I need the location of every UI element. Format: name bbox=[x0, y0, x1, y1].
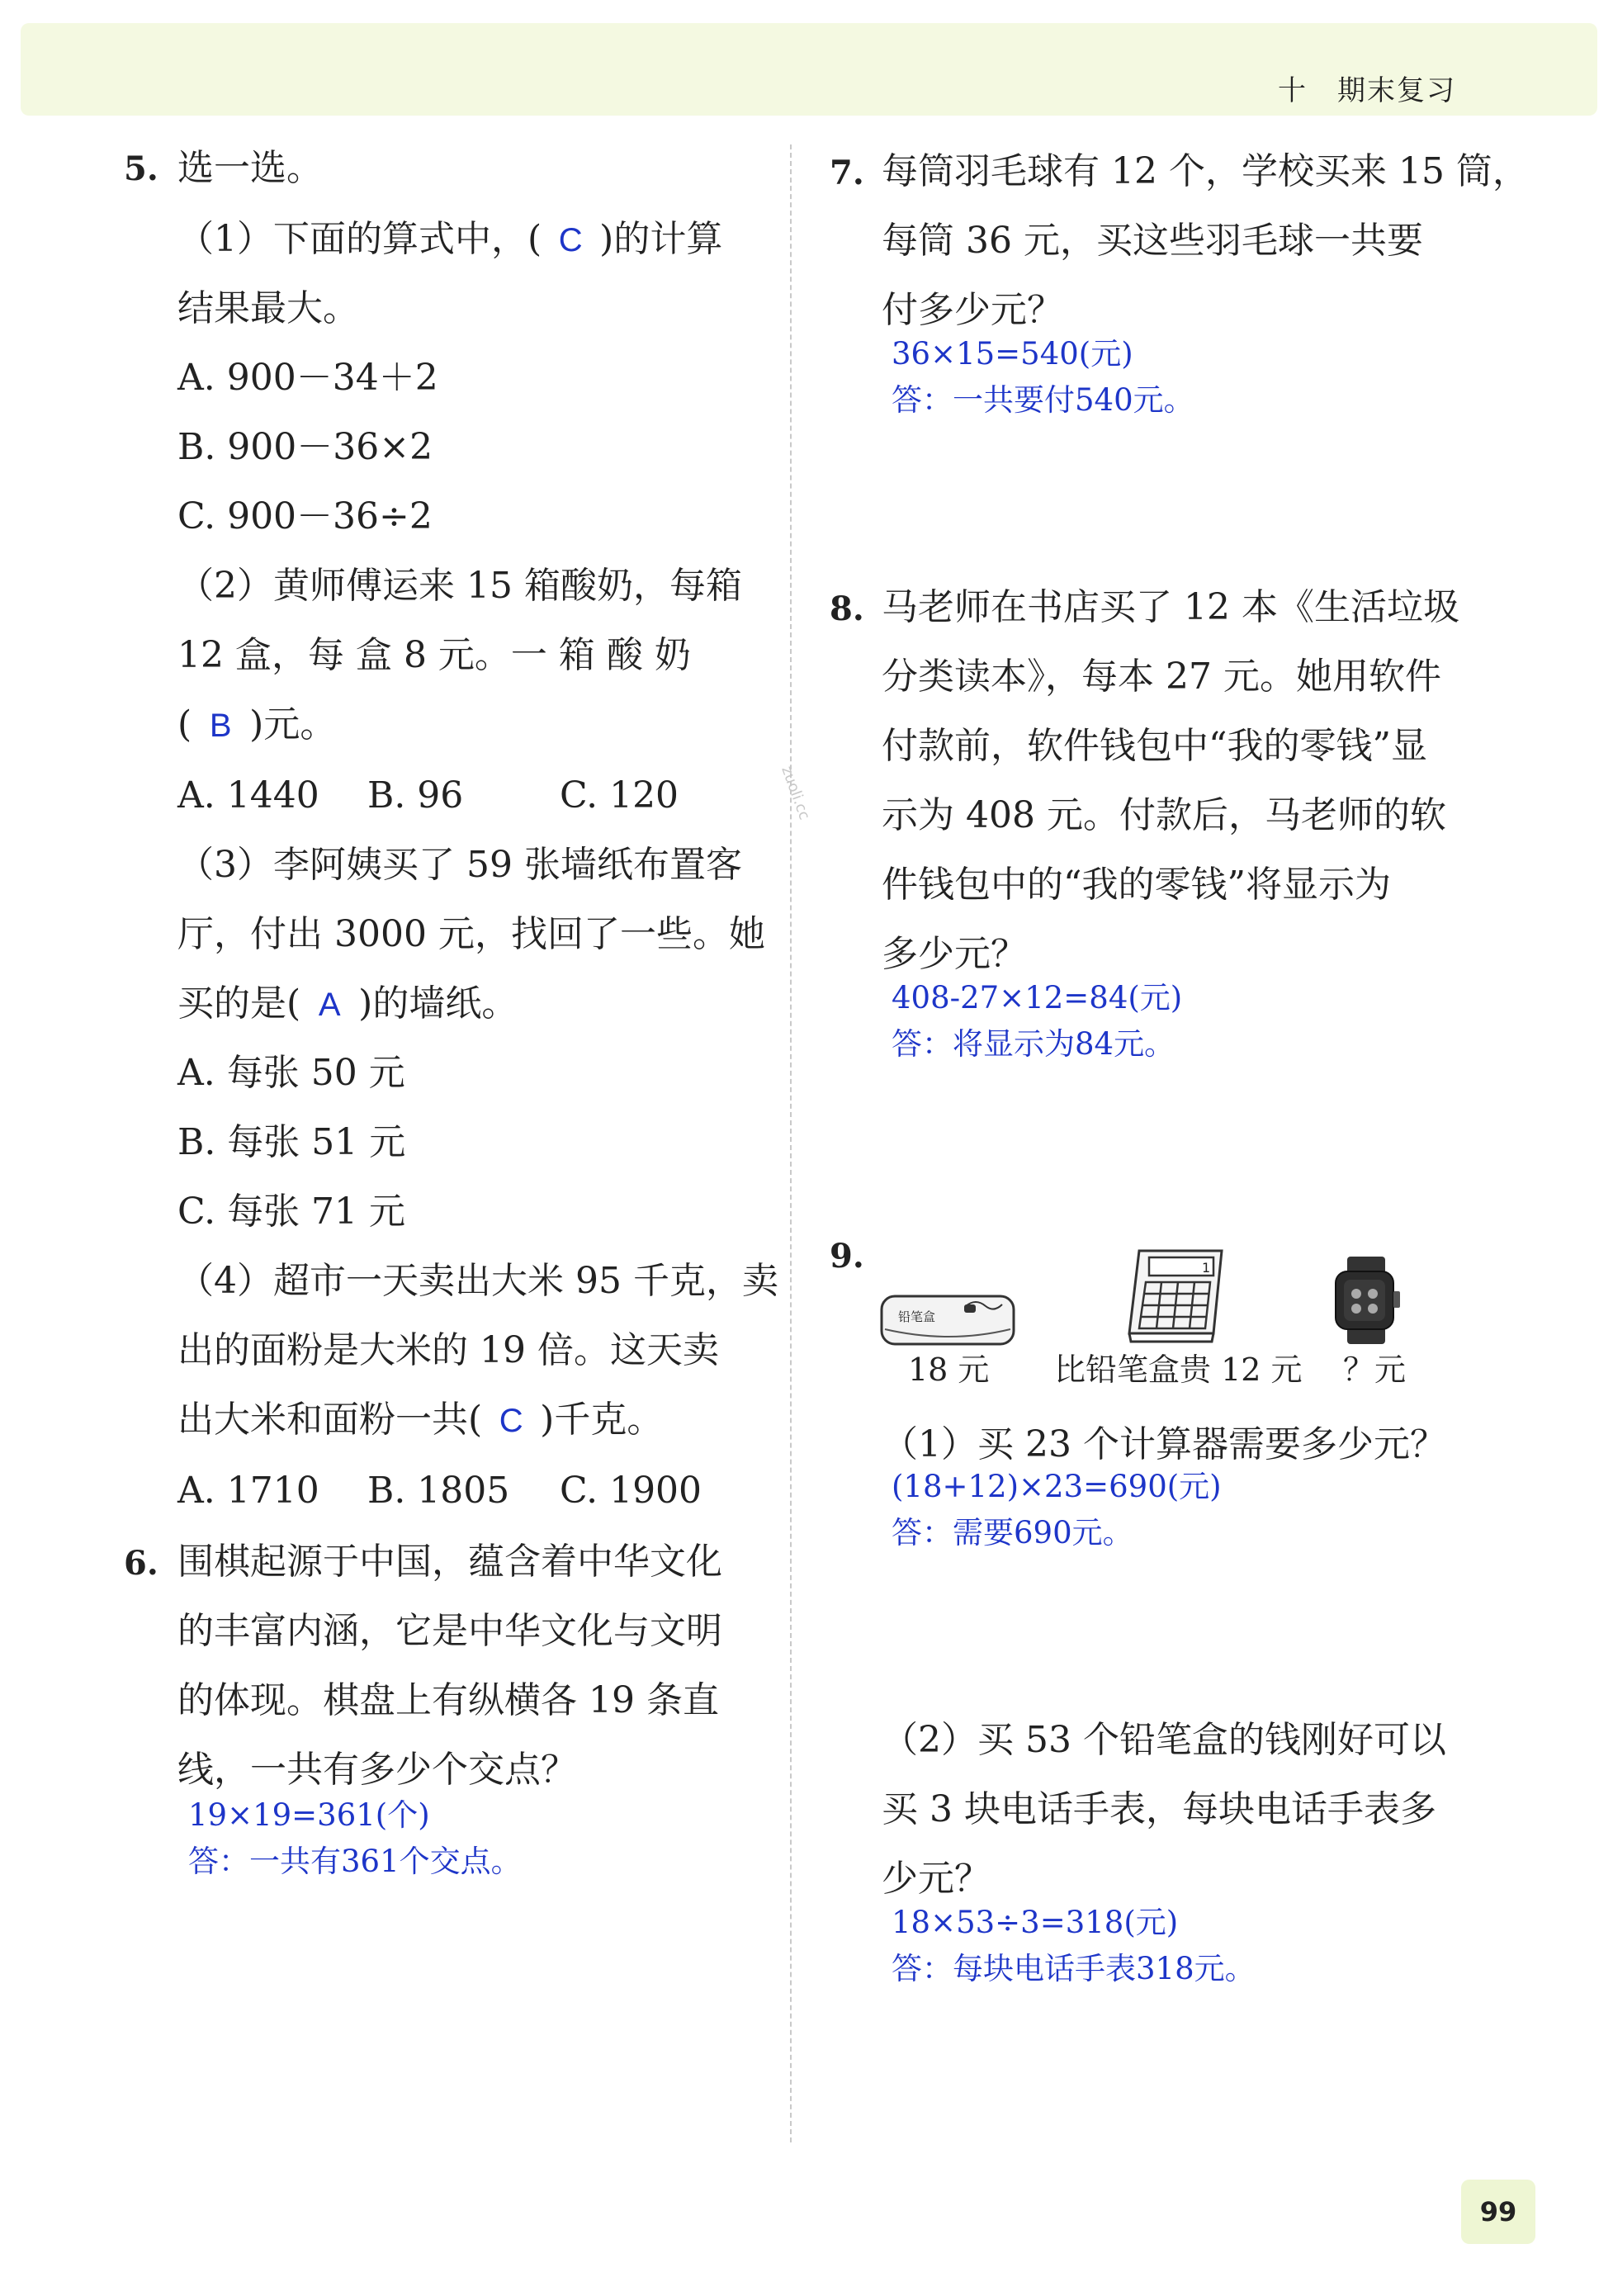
q6-calc: 19×19=361(个) bbox=[188, 1797, 430, 1833]
q7-line2: 每筒 36 元，买这些羽毛球一共要 bbox=[882, 220, 1423, 262]
q9-p2-answer: 答：每块电话手表318元。 bbox=[892, 1951, 1256, 1986]
q5-p2-option-a: A. 1440 bbox=[177, 774, 319, 817]
phone-watch-icon bbox=[1329, 1255, 1403, 1346]
q7-number: 7. bbox=[830, 154, 864, 192]
q7-calc: 36×15=540(元) bbox=[892, 336, 1133, 372]
q5-p4-option-c: C. 1900 bbox=[560, 1470, 702, 1512]
q8-calc: 408-27×12=84(元) bbox=[892, 980, 1183, 1015]
q9-p1-calc: (18+12)×23=690(元) bbox=[892, 1469, 1222, 1504]
q9-p1-answer: 答：需要690元。 bbox=[892, 1515, 1133, 1550]
pencil-case-caption: 18 元 bbox=[908, 1352, 990, 1388]
q5-p2-option-b: B. 96 bbox=[367, 774, 464, 817]
q5-p4-option-a: A. 1710 bbox=[177, 1470, 319, 1512]
phone-watch-caption: ？元 bbox=[1343, 1352, 1407, 1388]
q7-answer: 答：一共要付540元。 bbox=[892, 382, 1194, 418]
q5-p4-answer: C bbox=[499, 1403, 523, 1439]
q6-line4: 线，一共有多少个交点？ bbox=[177, 1749, 577, 1791]
q8-line4: 示为 408 元。付款后，马老师的软 bbox=[882, 794, 1446, 836]
q6-answer: 答：一共有361个交点。 bbox=[188, 1844, 522, 1879]
q5-p1-line2: 结果最大。 bbox=[177, 287, 359, 329]
q5-p1-option-c: C. 900－36÷2 bbox=[177, 495, 433, 537]
q5-p2-line3: ( B )元。 bbox=[177, 703, 337, 746]
q8-line5: 件钱包中的“我的零钱”将显示为 bbox=[882, 864, 1391, 906]
q5-p3-line3: 买的是( A )的墙纸。 bbox=[177, 982, 518, 1025]
svg-text:1: 1 bbox=[1202, 1260, 1211, 1276]
q5-p1-answer: C bbox=[558, 222, 583, 258]
column-divider bbox=[790, 144, 792, 2142]
calculator-caption: 比铅笔盒贵 12 元 bbox=[1054, 1352, 1303, 1388]
q5-p2-option-c: C. 120 bbox=[560, 774, 679, 817]
q9-p2-line1: （2）买 53 个铅笔盒的钱刚好可以 bbox=[882, 1719, 1446, 1761]
q8-line6: 多少元？ bbox=[882, 933, 1027, 975]
watermark: zuoli.cc bbox=[778, 764, 814, 822]
q9-p2-line2: 买 3 块电话手表，每块电话手表多 bbox=[882, 1788, 1436, 1830]
q5-p1-option-b: B. 900－36×2 bbox=[177, 426, 433, 468]
q9-p2-calc: 18×53÷3=318(元) bbox=[892, 1905, 1179, 1940]
q5-p2-line1: （2）黄师傅运来 15 箱酸奶，每箱 bbox=[177, 565, 742, 607]
q5-p4-line3: 出大米和面粉一共( C )千克。 bbox=[177, 1399, 664, 1441]
q5-p3-option-c: C. 每张 71 元 bbox=[177, 1191, 406, 1233]
q5-p1-option-a: A. 900－34＋2 bbox=[177, 357, 438, 399]
q6-number: 6. bbox=[124, 1544, 158, 1583]
q9-number: 9. bbox=[830, 1237, 864, 1276]
chapter-title: 十 期末复习 bbox=[1278, 74, 1456, 107]
q8-line2: 分类读本》，每本 27 元。她用软件 bbox=[882, 656, 1441, 698]
page-number: 99 bbox=[1461, 2180, 1535, 2244]
q8-line1: 马老师在书店买了 12 本《生活垃圾 bbox=[882, 586, 1459, 628]
pencil-case-icon bbox=[875, 1280, 1019, 1354]
q5-p3-option-b: B. 每张 51 元 bbox=[177, 1121, 406, 1163]
pencil-case-label: 铅笔盒 bbox=[898, 1309, 936, 1324]
q5-number: 5. bbox=[124, 149, 158, 188]
q5-p4-line2: 出的面粉是大米的 19 倍。这天卖 bbox=[177, 1329, 719, 1371]
q7-line1: 每筒羽毛球有 12 个，学校买来 15 筒， bbox=[882, 150, 1529, 192]
q6-line1: 围棋起源于中国，蕴含着中华文化 bbox=[177, 1541, 722, 1583]
q7-line3: 付多少元？ bbox=[882, 289, 1063, 331]
q5-p3-line1: （3）李阿姨买了 59 张墙纸布置客 bbox=[177, 844, 742, 886]
q5-p3-answer: A bbox=[318, 987, 341, 1023]
q9-p1-question: （1）买 23 个计算器需要多少元？ bbox=[882, 1423, 1446, 1465]
q5-title: 选一选。 bbox=[177, 147, 323, 189]
q5-p3-line2: 厅，付出 3000 元，找回了一些。她 bbox=[177, 913, 765, 955]
q5-p1-line1: （1）下面的算式中，( C )的计算 bbox=[177, 218, 723, 260]
q5-p4-option-b: B. 1805 bbox=[367, 1470, 510, 1512]
q8-answer: 答：将显示为84元。 bbox=[892, 1026, 1175, 1062]
q5-p4-line1: （4）超市一天卖出大米 95 千克，卖 bbox=[177, 1260, 778, 1302]
q8-number: 8. bbox=[830, 589, 864, 628]
q9-p2-line3: 少元？ bbox=[882, 1858, 991, 1900]
q6-line3: 的体现。棋盘上有纵横各 19 条直 bbox=[177, 1679, 719, 1721]
q5-p2-line2: 12 盒，每 盒 8 元。一 箱 酸 奶 bbox=[177, 634, 691, 676]
q5-p2-answer: B bbox=[209, 708, 232, 744]
q8-line3: 付款前，软件钱包中“我的零钱”显 bbox=[882, 725, 1427, 767]
q5-p3-option-a: A. 每张 50 元 bbox=[177, 1052, 405, 1094]
calculator-icon bbox=[1123, 1243, 1230, 1346]
q6-line2: 的丰富内涵，它是中华文化与文明 bbox=[177, 1610, 722, 1652]
